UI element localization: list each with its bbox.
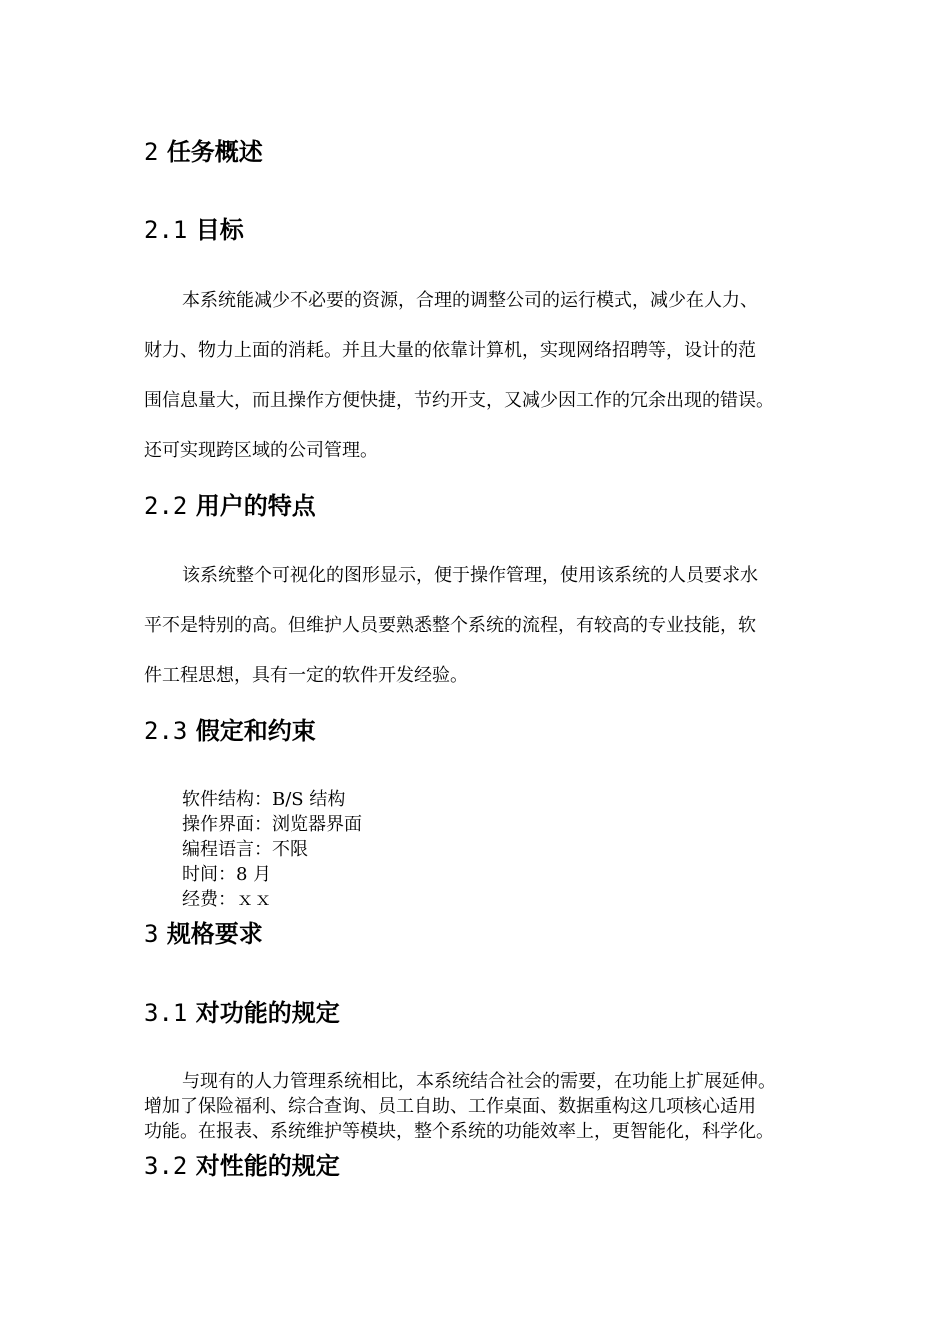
- paragraph-line: 与现有的人力管理系统相比，本系统结合社会的需要，在功能上扩展延伸。: [182, 1071, 776, 1092]
- heading-3: [144, 919, 263, 949]
- heading-number: 3.2: [144, 1152, 188, 1180]
- heading-number: 3.1: [144, 999, 188, 1027]
- constraint-item: 时间：8 月: [182, 864, 272, 885]
- paragraph-line: 围信息量大，而且操作方便快捷，节约开支，又减少因工作的冗余出现的错误。: [144, 390, 774, 411]
- paragraph-line: 功能。在报表、系统维护等模块，整个系统的功能效率上，更智能化，科学化。: [144, 1121, 774, 1142]
- heading-2-1: [144, 215, 244, 245]
- heading-3-2: [144, 1151, 340, 1181]
- heading-title: 对功能的规定: [195, 999, 340, 1027]
- heading-title: 任务概述: [166, 138, 263, 166]
- constraint-item: 软件结构：B/S 结构: [182, 789, 346, 810]
- paragraph-line: 件工程思想，具有一定的软件开发经验。: [144, 665, 468, 686]
- heading-title: 对性能的规定: [195, 1152, 340, 1180]
- paragraph-line: 本系统能减少不必要的资源，合理的调整公司的运行模式，减少在人力、: [182, 290, 758, 311]
- heading-title: 用户的特点: [195, 492, 316, 520]
- heading-title: 假定和约束: [195, 717, 316, 745]
- paragraph-line: 该系统整个可视化的图形显示，便于操作管理，使用该系统的人员要求水: [182, 565, 758, 586]
- heading-number: 2.2: [144, 492, 188, 520]
- heading-title: 规格要求: [166, 920, 263, 948]
- paragraph-line: 增加了保险福利、综合查询、员工自助、工作桌面、数据重构这几项核心适用: [144, 1096, 756, 1117]
- constraint-item: 经费：ｘｘ: [182, 889, 272, 910]
- heading-number: 2: [144, 138, 159, 166]
- paragraph-line: 平不是特别的高。但维护人员要熟悉整个系统的流程，有较高的专业技能，软: [144, 615, 756, 636]
- heading-number: 2.3: [144, 717, 188, 745]
- paragraph-line: 财力、物力上面的消耗。并且大量的依靠计算机，实现网络招聘等，设计的范: [144, 340, 756, 361]
- heading-2: [144, 137, 263, 167]
- constraint-item: 操作界面：浏览器界面: [182, 814, 362, 835]
- heading-3-1: [144, 998, 340, 1028]
- heading-title: 目标: [195, 216, 244, 244]
- heading-number: 2.1: [144, 216, 188, 244]
- heading-2-2: [144, 491, 316, 521]
- heading-number: 3: [144, 920, 159, 948]
- heading-2-3: [144, 716, 316, 746]
- paragraph-line: 还可实现跨区域的公司管理。: [144, 440, 378, 461]
- constraint-item: 编程语言：不限: [182, 839, 308, 860]
